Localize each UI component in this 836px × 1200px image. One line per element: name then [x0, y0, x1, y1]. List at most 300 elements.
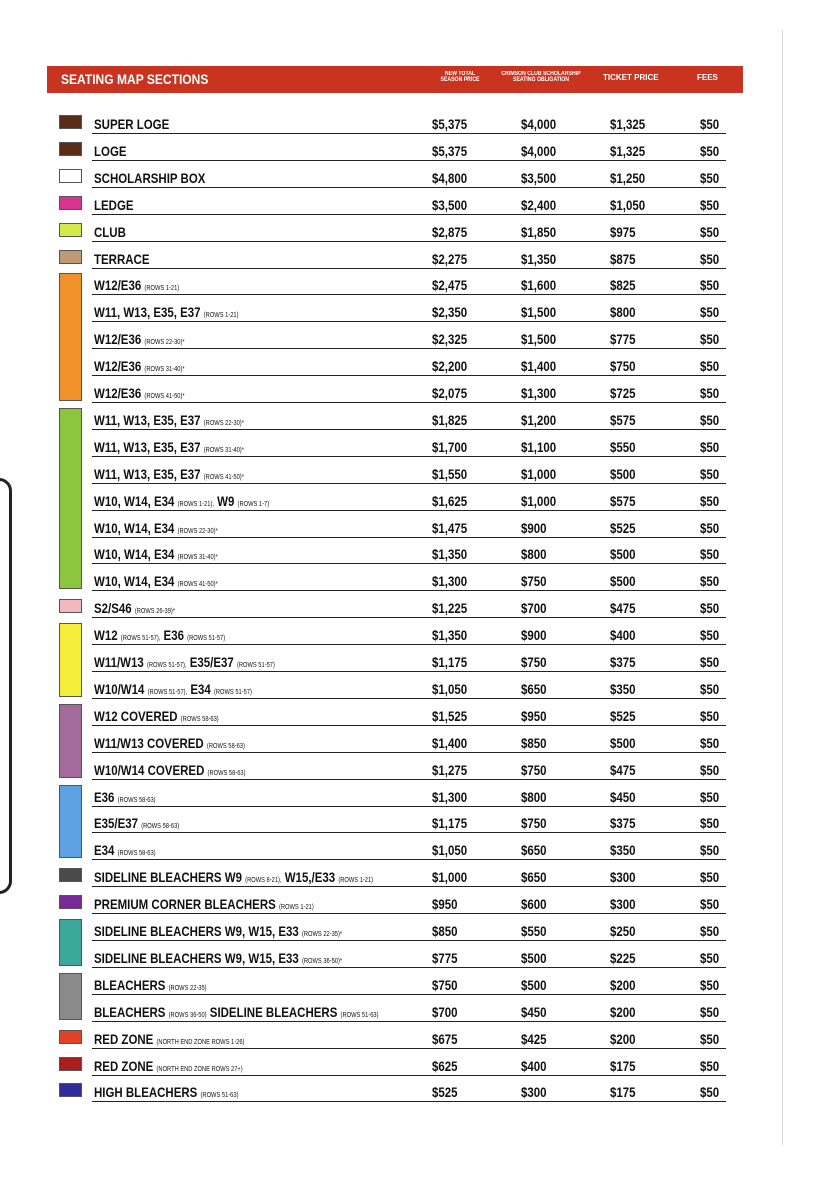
- section-label: [94, 950, 342, 966]
- section-label: [94, 331, 185, 347]
- crimson-club-obligation: $1,500: [521, 304, 557, 321]
- section-rows: (ROWS 22-30)*: [203, 419, 244, 427]
- new-total-price: $1,175: [432, 815, 468, 832]
- fees: $50: [700, 492, 720, 509]
- section-name: W10, W14, E34: [94, 573, 175, 590]
- ticket-price: $500: [610, 465, 636, 482]
- section-name: E34: [190, 680, 211, 697]
- table-row: [92, 404, 726, 430]
- fees: $50: [700, 1003, 720, 1020]
- section-rows: (ROWS 51-57): [213, 688, 252, 696]
- ticket-price: $250: [610, 923, 636, 939]
- new-total-price: $5,375: [432, 142, 468, 159]
- ticket-price: $200: [610, 1003, 636, 1020]
- table-row: [92, 243, 726, 269]
- crimson-club-obligation: $850: [521, 734, 547, 751]
- section-name: W12/E36: [94, 385, 142, 401]
- crimson-club-obligation: $300: [521, 1084, 547, 1101]
- section-name: E34: [94, 842, 115, 859]
- fees: $50: [700, 331, 720, 348]
- fees: $50: [700, 223, 720, 240]
- fees: $50: [700, 707, 720, 724]
- crimson-club-obligation: $1,000: [521, 492, 557, 509]
- color-swatch: [59, 408, 82, 589]
- section-label: [94, 815, 179, 831]
- fees: $50: [700, 573, 720, 590]
- new-total-price: $700: [432, 1003, 458, 1020]
- fees: $50: [700, 923, 720, 939]
- new-total-price: $2,200: [432, 358, 468, 375]
- crimson-club-obligation: $650: [521, 842, 547, 859]
- section-name: LEDGE: [94, 196, 134, 213]
- section-name: W10, W14, E34: [94, 546, 175, 563]
- fees: $50: [700, 627, 720, 644]
- color-swatch: [59, 1030, 82, 1044]
- table-row: [92, 538, 726, 564]
- ticket-price: $1,325: [610, 142, 646, 159]
- color-swatch: [59, 868, 82, 882]
- ticket-price: $1,050: [610, 196, 646, 213]
- crimson-club-obligation: $2,400: [521, 196, 557, 213]
- section-label: [94, 143, 127, 159]
- section-rows: (ROWS 41-50)*: [144, 393, 185, 400]
- ticket-price: $300: [610, 869, 636, 886]
- section-label: [94, 681, 252, 697]
- ticket-price: $525: [610, 519, 636, 536]
- new-total-price: $1,525: [432, 707, 468, 724]
- table-row: [92, 1023, 726, 1049]
- section-label: [94, 654, 275, 670]
- fees: $50: [700, 949, 720, 966]
- section-name: E36: [94, 788, 115, 805]
- fees: $50: [700, 465, 720, 482]
- section-label: [94, 708, 219, 724]
- new-total-price: $525: [432, 1084, 458, 1101]
- header-new-total: NEW TOTAL SEASON PRICE: [440, 71, 480, 84]
- crimson-club-obligation: $1,000: [521, 465, 557, 482]
- table-row: [92, 296, 726, 322]
- fees: $50: [700, 788, 720, 805]
- section-label: [94, 358, 185, 374]
- section-label: [94, 546, 218, 562]
- table-row: [92, 1050, 726, 1076]
- section-label: [94, 466, 244, 482]
- color-swatch: [59, 273, 82, 401]
- crimson-club-obligation: $1,500: [521, 331, 557, 348]
- crimson-club-obligation: $1,350: [521, 250, 557, 267]
- ticket-price: $550: [610, 438, 636, 455]
- fees: $50: [700, 546, 720, 563]
- ticket-price: $750: [610, 358, 636, 375]
- ticket-price: $200: [610, 1030, 636, 1047]
- crimson-club-obligation: $450: [521, 1003, 547, 1020]
- ticket-price: $825: [610, 277, 636, 294]
- table-row: [92, 754, 726, 780]
- new-total-price: $2,275: [432, 250, 468, 267]
- page-edge-rule: [782, 30, 783, 1145]
- section-name: CLUB: [94, 223, 126, 240]
- section-label: [94, 251, 149, 267]
- crimson-club-obligation: $550: [521, 923, 547, 939]
- table-row: [92, 781, 726, 807]
- section-name: W11, W13, E35, E37: [94, 304, 201, 321]
- section-name: BLEACHERS: [94, 1003, 166, 1020]
- section-rows: (ROWS 26-39)*: [134, 608, 176, 616]
- table-row: [92, 807, 726, 833]
- section-name: W10, W14, E34: [94, 519, 175, 536]
- new-total-price: $1,000: [432, 869, 468, 886]
- new-total-price: $1,400: [432, 734, 468, 751]
- section-name: HIGH BLEACHERS: [94, 1084, 198, 1101]
- ticket-price: $375: [610, 815, 636, 832]
- section-label: [94, 304, 239, 320]
- color-swatch: [59, 169, 82, 183]
- ticket-price: $725: [610, 385, 636, 401]
- section-name: E35/E37: [94, 815, 139, 832]
- new-total-price: $1,475: [432, 519, 468, 536]
- new-total-price: $775: [432, 949, 458, 966]
- fees: $50: [700, 600, 720, 617]
- section-label: [94, 762, 246, 778]
- table-row: [92, 458, 726, 484]
- section-name: LOGE: [94, 142, 127, 159]
- new-total-price: $1,350: [432, 546, 468, 563]
- color-swatch: [59, 1083, 82, 1097]
- fees: $50: [700, 304, 720, 321]
- fees: $50: [700, 277, 720, 294]
- fees: $50: [700, 438, 720, 455]
- section-rows: (ROWS 31-40)*: [177, 554, 218, 562]
- section-name: SUPER LOGE: [94, 116, 170, 132]
- table-row: [92, 592, 726, 618]
- table-row: [92, 216, 726, 242]
- section-label: [94, 1084, 238, 1100]
- section-name: SIDELINE BLEACHERS W9, W15, E33: [94, 949, 299, 966]
- crimson-club-obligation: $1,600: [521, 277, 557, 294]
- section-label: [94, 170, 205, 186]
- table-row: [92, 431, 726, 457]
- table-row: [92, 269, 726, 295]
- crimson-club-obligation: $750: [521, 573, 547, 590]
- fees: $50: [700, 1084, 720, 1101]
- ticket-price: $400: [610, 627, 636, 644]
- section-rows: (ROWS 58-63): [117, 850, 156, 858]
- table-row: [92, 189, 726, 215]
- fees: $50: [700, 358, 720, 375]
- section-name: W9: [217, 492, 235, 509]
- fees: $50: [700, 842, 720, 859]
- section-name: SCHOLARSHIP BOX: [94, 169, 206, 186]
- header-ticket-price: TICKET PRICE: [603, 73, 659, 82]
- section-label: [94, 1058, 243, 1074]
- table-row: [92, 565, 726, 591]
- section-name: W12 COVERED: [94, 707, 178, 724]
- section-name: W12/E36: [94, 277, 142, 294]
- crimson-club-obligation: $750: [521, 815, 547, 832]
- table-header: [47, 66, 743, 93]
- crimson-club-obligation: $4,000: [521, 142, 557, 159]
- section-rows: (ROWS 58-63): [207, 769, 246, 777]
- ticket-price: $975: [610, 223, 636, 240]
- fees: $50: [700, 519, 720, 536]
- color-swatch: [59, 223, 82, 237]
- section-rows: (ROWS 31-40)*: [144, 366, 185, 374]
- color-swatch: [59, 785, 82, 859]
- color-swatch: [59, 115, 82, 129]
- section-rows: (ROWS 58-63): [180, 715, 219, 723]
- ticket-price: $225: [610, 949, 636, 966]
- section-rows: (ROWS 58-63): [206, 742, 245, 750]
- section-label: [94, 1004, 379, 1020]
- section-label: [94, 896, 314, 912]
- fees: $50: [700, 976, 720, 993]
- fees: $50: [700, 196, 720, 213]
- ticket-price: $475: [610, 761, 636, 778]
- ticket-price: $350: [610, 842, 636, 859]
- section-rows: (ROWS 36-50)*: [301, 957, 343, 965]
- new-total-price: $625: [432, 1057, 458, 1074]
- section-name: SIDELINE BLEACHERS W9: [94, 869, 242, 886]
- section-name: W11, W13, E35, E37: [94, 438, 201, 455]
- section-rows: (ROWS 1-7): [237, 500, 270, 508]
- crimson-club-obligation: $650: [521, 680, 547, 697]
- fees: $50: [700, 116, 720, 132]
- section-name: PREMIUM CORNER BLEACHERS: [94, 896, 276, 913]
- ticket-price: $450: [610, 788, 636, 805]
- section-name: W10, W14, E34: [94, 492, 175, 509]
- color-swatch: [59, 250, 82, 264]
- table-row: [92, 942, 726, 968]
- fees: $50: [700, 142, 720, 159]
- table-row: [92, 969, 726, 995]
- table-row: [92, 135, 726, 161]
- section-name: W11/W13: [94, 654, 144, 670]
- section-rows: (ROWS 51-63): [340, 1011, 379, 1019]
- section-label: [94, 493, 269, 509]
- fees: $50: [700, 815, 720, 832]
- new-total-price: $1,825: [432, 411, 468, 428]
- section-rows: (ROWS 22-35): [168, 984, 207, 992]
- section-rows: (ROWS 1-21): [338, 877, 374, 885]
- table-row: [92, 673, 726, 699]
- section-rows: (ROWS 22-35)*: [301, 931, 343, 938]
- section-rows: (ROWS 22-30)*: [144, 339, 185, 347]
- new-total-price: $950: [432, 896, 458, 913]
- table-row: [92, 996, 726, 1022]
- section-rows: (ROWS 1-21): [144, 285, 180, 293]
- table-row: [92, 834, 726, 860]
- new-total-price: $5,375: [432, 116, 468, 132]
- fees: $50: [700, 411, 720, 428]
- ticket-price: $475: [610, 600, 636, 617]
- crimson-club-obligation: $1,100: [521, 438, 557, 455]
- new-total-price: $1,275: [432, 761, 468, 778]
- ticket-price: $525: [610, 707, 636, 724]
- section-label: [94, 869, 373, 885]
- crimson-club-obligation: $1,300: [521, 385, 557, 401]
- ticket-price: $500: [610, 734, 636, 751]
- new-total-price: $2,350: [432, 304, 468, 321]
- color-swatch: [59, 142, 82, 156]
- section-label: [94, 627, 225, 643]
- new-total-price: $4,800: [432, 169, 468, 186]
- color-swatch: [59, 919, 82, 966]
- fees: $50: [700, 385, 720, 401]
- crimson-club-obligation: $400: [521, 1057, 547, 1074]
- crimson-club-obligation: $950: [521, 707, 547, 724]
- section-label: [94, 789, 156, 805]
- section-rows: (ROWS 31-40)*: [203, 446, 244, 454]
- color-swatch: [59, 895, 82, 909]
- section-name: E36: [163, 627, 184, 644]
- table-row: [92, 646, 726, 672]
- section-label: [94, 1031, 244, 1047]
- new-total-price: $2,075: [432, 385, 468, 401]
- ticket-price: $1,325: [610, 116, 646, 132]
- section-label: [94, 977, 207, 993]
- crimson-club-obligation: $500: [521, 949, 547, 966]
- section-name: W12/E36: [94, 358, 142, 375]
- ticket-price: $200: [610, 976, 636, 993]
- fees: $50: [700, 869, 720, 886]
- fees: $50: [700, 169, 720, 186]
- section-name: W11, W13, E35, E37: [94, 411, 201, 428]
- section-label: [94, 197, 134, 213]
- header-fees: FEES: [697, 73, 718, 82]
- fees: $50: [700, 680, 720, 697]
- section-label: [94, 573, 218, 589]
- section-rows: (ROWS 1-21),: [177, 500, 214, 508]
- section-label: [94, 520, 218, 536]
- section-rows: (NORTH END ZONE ROWS 1-26): [156, 1038, 245, 1046]
- section-rows: (ROWS 22-30)*: [177, 527, 218, 535]
- color-swatch: [59, 599, 82, 613]
- fees: $50: [700, 896, 720, 913]
- table-row: [92, 108, 726, 134]
- section-rows: (ROWS 51-57),: [146, 662, 187, 669]
- crimson-club-obligation: $800: [521, 546, 547, 563]
- ticket-price: $575: [610, 492, 636, 509]
- table-row: [92, 861, 726, 887]
- table-row: [92, 512, 726, 538]
- section-name: TERRACE: [94, 250, 150, 267]
- section-rows: (ROWS 51-57): [236, 662, 275, 669]
- crimson-club-obligation: $425: [521, 1030, 547, 1047]
- new-total-price: $750: [432, 976, 458, 993]
- section-name: W12/E36: [94, 331, 142, 348]
- ticket-price: $175: [610, 1084, 636, 1101]
- new-total-price: $675: [432, 1030, 458, 1047]
- section-name: SIDELINE BLEACHERS W9, W15, E33: [94, 923, 299, 939]
- section-label: [94, 735, 245, 751]
- section-name: E35/E37: [189, 654, 234, 670]
- section-name: W10/W14 COVERED: [94, 761, 205, 778]
- color-swatch: [59, 973, 82, 1020]
- section-name: SIDELINE BLEACHERS: [209, 1003, 338, 1020]
- section-name: W10/W14: [94, 680, 145, 697]
- new-total-price: $1,050: [432, 842, 468, 859]
- fees: $50: [700, 761, 720, 778]
- table-row: [92, 619, 726, 645]
- table-row: [92, 323, 726, 349]
- crimson-club-obligation: $800: [521, 788, 547, 805]
- crimson-club-obligation: $1,200: [521, 411, 557, 428]
- ticket-price: $300: [610, 896, 636, 913]
- table-row: [92, 485, 726, 511]
- table-row: [92, 1076, 726, 1102]
- table-row: [92, 700, 726, 726]
- section-rows: (ROWS 1-21): [278, 904, 314, 912]
- section-rows: (ROWS 1-21): [203, 312, 239, 320]
- section-label: [94, 116, 169, 132]
- new-total-price: $1,300: [432, 788, 468, 805]
- section-name: S2/S46: [94, 600, 132, 617]
- crimson-club-obligation: $650: [521, 869, 547, 886]
- new-total-price: $1,175: [432, 654, 468, 670]
- fees: $50: [700, 250, 720, 267]
- section-rows: (ROWS 51-57),: [120, 635, 161, 643]
- new-total-price: $1,050: [432, 680, 468, 697]
- fees: $50: [700, 1057, 720, 1074]
- fees: $50: [700, 654, 720, 670]
- section-rows: (ROWS 8-21),: [245, 877, 282, 885]
- crimson-club-obligation: $700: [521, 600, 547, 617]
- fees: $50: [700, 1030, 720, 1047]
- section-label: [94, 923, 342, 939]
- color-swatch: [59, 196, 82, 210]
- section-rows: (ROWS 58-63): [117, 796, 156, 804]
- new-total-price: $1,350: [432, 627, 468, 644]
- crimson-club-obligation: $1,850: [521, 223, 557, 240]
- ticket-price: $875: [610, 250, 636, 267]
- section-name: RED ZONE: [94, 1057, 154, 1074]
- ticket-price: $350: [610, 680, 636, 697]
- section-label: [94, 385, 185, 401]
- header-crimson-club: CRIMSON CLUB SCHOLARSHIP SEATING OBLIGATION: [501, 71, 581, 84]
- section-name: BLEACHERS: [94, 976, 166, 993]
- new-total-price: $2,475: [432, 277, 468, 294]
- color-swatch: [59, 623, 82, 697]
- section-label: [94, 600, 175, 616]
- crimson-club-obligation: $900: [521, 627, 547, 644]
- color-swatch: [59, 1057, 82, 1071]
- section-rows: (ROWS 51-57),: [147, 688, 188, 696]
- section-name: W11/W13 COVERED: [94, 734, 204, 751]
- crimson-club-obligation: $4,000: [521, 116, 557, 132]
- new-total-price: $850: [432, 923, 458, 939]
- ticket-price: $500: [610, 573, 636, 590]
- table-row: [92, 350, 726, 376]
- table-row: [92, 915, 726, 941]
- ticket-price: $575: [610, 411, 636, 428]
- section-rows: (ROWS 51-63): [200, 1092, 239, 1100]
- table-row: [92, 888, 726, 914]
- new-total-price: $2,875: [432, 223, 468, 240]
- table-row: [92, 162, 726, 188]
- ticket-price: $175: [610, 1057, 636, 1074]
- new-total-price: $1,700: [432, 438, 468, 455]
- new-total-price: $2,325: [432, 331, 468, 348]
- crimson-club-obligation: $3,500: [521, 169, 557, 186]
- ticket-price: $375: [610, 654, 636, 670]
- crimson-club-obligation: $500: [521, 976, 547, 993]
- ticket-price: $1,250: [610, 169, 646, 186]
- new-total-price: $1,625: [432, 492, 468, 509]
- crimson-club-obligation: $750: [521, 654, 547, 670]
- section-label: [94, 842, 156, 858]
- section-rows: (ROWS 51-57): [187, 635, 226, 643]
- table-row: [92, 377, 726, 403]
